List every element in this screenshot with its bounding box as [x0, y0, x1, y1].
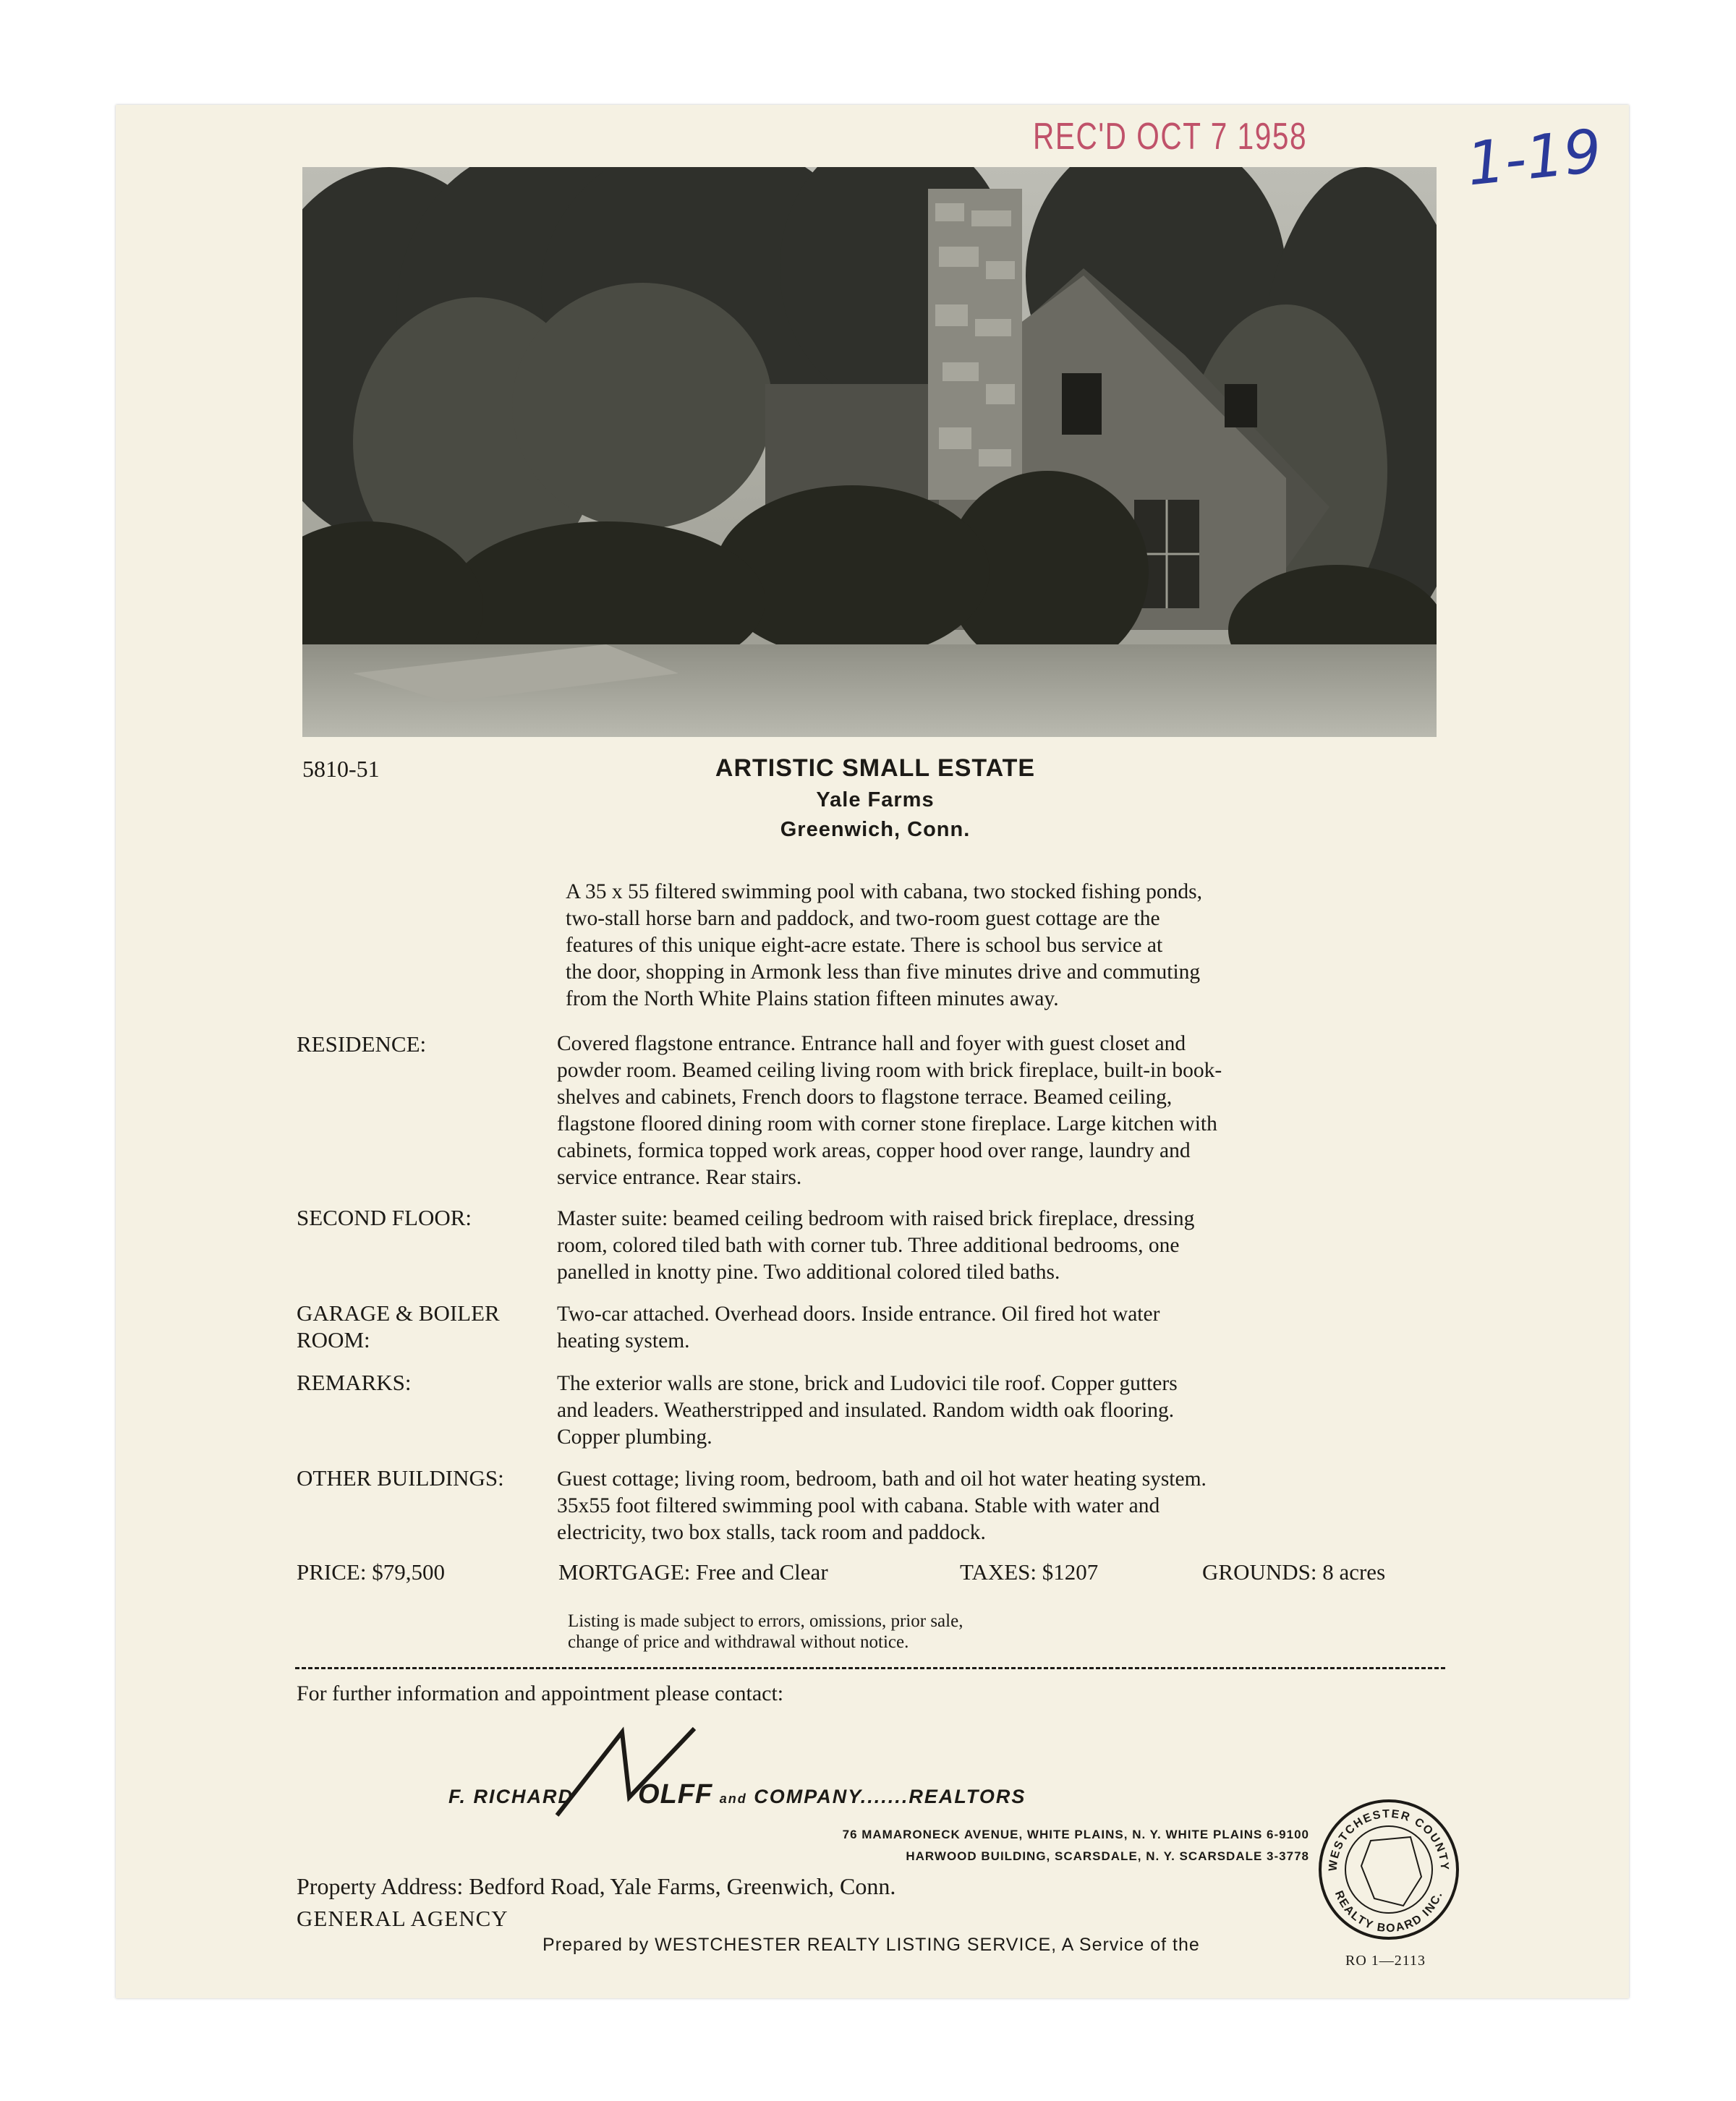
- realtor-and: and: [719, 1791, 747, 1806]
- price: PRICE: $79,500: [297, 1559, 445, 1585]
- house-photo-image: [302, 167, 1437, 737]
- realty-board-seal-icon: [1316, 1797, 1461, 1942]
- other-buildings-label: OTHER BUILDINGS:: [297, 1465, 504, 1491]
- residence-text: Covered flagstone entrance. Entrance hall and foyer with guest closet and powder room. Beamed ceiling living room with brick fireplace, built-in book- shelves and cabinets, French doors to flagstone terrace. Beamed ceiling, flagstone floored dining room with corner stone fireplace. Large kitchen with cabinets, formica topped work areas, copper hood over range, laundry and service entrance. Rear stairs.: [557, 1032, 1222, 1189]
- intro-paragraph: [566, 879, 1470, 1013]
- listing-title: ARTISTIC SMALL ESTATE: [715, 754, 1036, 782]
- second-floor-text: Master suite: beamed ceiling bedroom with raised brick fireplace, dressing room, colored tiled bath with corner tub. Three additional bedrooms, one panelled in knotty pine. Two additional colored tiled baths.: [557, 1207, 1195, 1284]
- remarks-label: REMARKS:: [297, 1370, 412, 1395]
- listing-town: Greenwich, Conn.: [780, 818, 971, 841]
- second-floor-label: SECOND FLOOR:: [297, 1205, 472, 1230]
- other-buildings-text: Guest cottage; living room, bedroom, bath and oil hot water heating system. 35x55 foot filtered swimming pool with cabana. Stable with water and electricity, two box stalls, tack room and paddock.: [557, 1467, 1207, 1544]
- listing-area: Yale Farms: [816, 788, 935, 811]
- intro-line: the door, shopping in Armonk less than five minutes drive and commuting: [566, 960, 1201, 984]
- realtor-name: OLFF: [638, 1779, 713, 1810]
- realtor-first: F. RICHARD: [448, 1786, 574, 1807]
- agency-type: GENERAL AGENCY: [297, 1906, 509, 1931]
- intro-line: features of this unique eight-acre estate. There is school bus service at: [566, 934, 1163, 957]
- received-date-stamp: REC'D OCT 7 1958: [1033, 116, 1308, 158]
- listing-number: 5810-51: [302, 756, 380, 782]
- seal-top-text: WESTCHESTER COUNTY: [1327, 1807, 1451, 1872]
- intro-line: A 35 x 55 filtered swimming pool with cabana, two stocked fishing ponds,: [566, 880, 1202, 903]
- realtor-address-1: 76 MAMARONECK AVENUE, WHITE PLAINS, N. Y. WHITE PLAINS 6-9100: [842, 1828, 1309, 1841]
- svg-text:REALTY BOARD INC.: [1332, 1889, 1445, 1935]
- listing-sheet: [116, 105, 1629, 1998]
- intro-line: two-stall horse barn and paddock, and two-room guest cottage are the: [566, 907, 1160, 930]
- grounds: GROUNDS: 8 acres: [1202, 1559, 1386, 1585]
- contact-prompt: For further information and appointment please contact:: [297, 1682, 784, 1705]
- intro-line: from the North White Plains station fifteen minutes away.: [566, 987, 1059, 1010]
- mortgage: MORTGAGE: Free and Clear: [558, 1559, 828, 1585]
- residence-label: RESIDENCE:: [297, 1031, 427, 1057]
- remarks-text: The exterior walls are stone, brick and Ludovici tile roof. Copper gutters and leaders. Weatherstripped and insulated. Random width oak flooring. Copper plumbing.: [557, 1372, 1178, 1449]
- prepared-by: Prepared by WESTCHESTER REALTY LISTING SERVICE, A Service of the: [542, 1935, 1200, 1955]
- seal-bottom-text: REALTY BOARD INC.: [1332, 1888, 1446, 1935]
- realtor-address-2: HARWOOD BUILDING, SCARSDALE, N. Y. SCARSDALE 3-3778: [906, 1849, 1309, 1863]
- listing-heading: [622, 754, 1128, 842]
- disclaimer: Listing is made subject to errors, omissions, prior sale, change of price and withdrawal without notice.: [568, 1611, 963, 1652]
- garage-text: Two-car attached. Overhead doors. Inside entrance. Oil fired hot water heating system.: [557, 1303, 1160, 1352]
- form-number: RO 1—2113: [1345, 1953, 1426, 1969]
- realtor-company: COMPANY.......REALTORS: [754, 1786, 1026, 1807]
- dashed-divider: [295, 1667, 1445, 1669]
- handwritten-note: 1-19: [1463, 116, 1605, 200]
- property-address: Property Address: Bedford Road, Yale Farms, Greenwich, Conn.: [297, 1873, 896, 1899]
- garage-label: GARAGE & BOILER ROOM:: [297, 1300, 500, 1352]
- house-photo: [302, 167, 1437, 737]
- realtor-logo-text: [448, 1779, 1026, 1810]
- taxes: TAXES: $1207: [960, 1559, 1099, 1585]
